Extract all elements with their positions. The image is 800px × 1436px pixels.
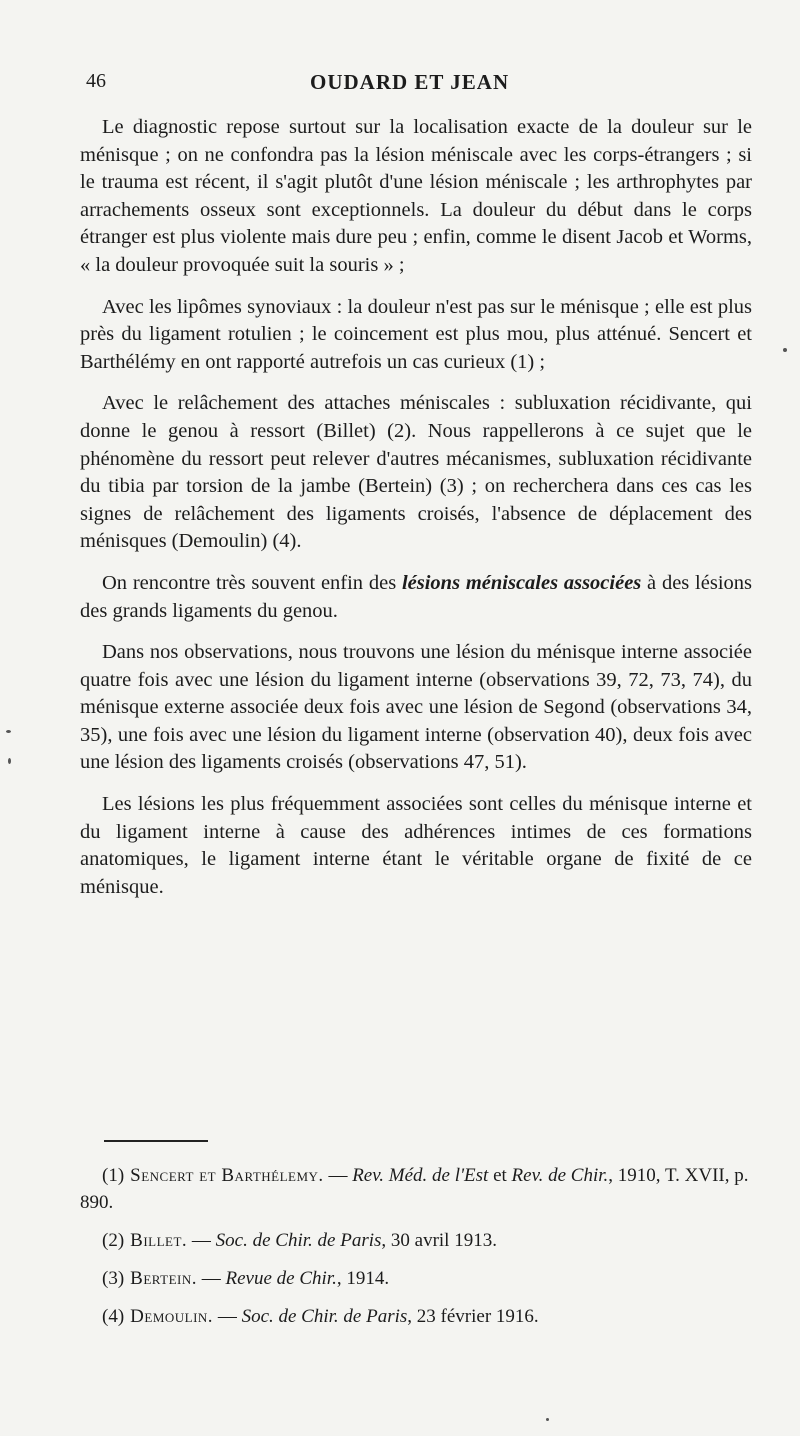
footnote-number: (3)	[102, 1268, 125, 1289]
paragraph-frequence: Les lésions les plus fréquemment associées sont celles du ménisque interne et du ligament interne à cause des adhérences intimes de ces formations anatomiques, le ligament interne étant le véritable organe de fixité de ce ménisque.	[80, 793, 752, 898]
footnote-number: (2)	[102, 1230, 125, 1251]
footnote-dash: —	[197, 1268, 226, 1289]
footnotes	[80, 1162, 752, 1341]
paragraph-text: On rencontre très souvent enfin des	[102, 571, 402, 594]
footnote-authors: Bertein.	[130, 1268, 198, 1289]
footnote-authors: Billet.	[130, 1230, 188, 1251]
footnote-connector: et	[488, 1165, 512, 1186]
footnote-number: (4)	[102, 1306, 125, 1327]
footnote-dash: —	[213, 1306, 242, 1327]
footnote-dash: —	[187, 1230, 216, 1251]
footnote-divider	[104, 1140, 208, 1142]
paragraph-relachement: Avec le relâchement des attaches méniscales : subluxation récidivante, qui donne le genou à ressort (Billet) (2). Nous rappellerons à ce sujet que le phénomène du ressort peut relever d'autres mécanismes, subluxation récidivante du tibia par torsion de la jambe (Bertein) (3) ; on recherchera dans ces cas les signes de relâchement des ligaments croisés, l'absence de déplacement des ménisques (Demoulin) (4).	[80, 392, 752, 553]
footnote-source: Revue de Chir.	[225, 1268, 337, 1289]
footnote-reference: , 23 février 1916.	[407, 1306, 539, 1327]
footnote-authors: Demoulin.	[130, 1306, 214, 1327]
paragraph-lipomes: Avec les lipômes synoviaux : la douleur n'est pas sur le ménisque ; elle est plus près du ligament rotulien ; le coincement est plus mou, plus atténué. Sencert et Barthélémy en ont rapporté autrefois un cas curieux (1) ;	[80, 295, 752, 373]
footnote-source: Rev. Méd. de l'Est	[352, 1165, 489, 1186]
paper-speck	[6, 730, 11, 733]
footnote-source: Soc. de Chir. de Paris	[241, 1306, 408, 1327]
paper-speck	[783, 348, 787, 352]
footnote-4	[80, 1303, 752, 1330]
footnote-number: (1)	[102, 1165, 125, 1186]
footnote-source-2: Rev. de Chir.	[511, 1165, 609, 1186]
paragraph-diagnostic: Le diagnostic repose surtout sur la localisation exacte de la douleur sur le ménisque ; on ne confondra pas la lésion méniscale avec les corps-étrangers ; si le trauma est récent, il s'agit plutôt d'une lésion méniscale ; les arthrophytes par arrachements osseux sont exceptionnels. La douleur du début dans le corps étranger est plus violente mais dure peu ; enfin, comme le disent Jacob et Worms, « la douleur provoquée suit la souris » ;	[80, 116, 752, 276]
footnote-source: Soc. de Chir. de Paris	[215, 1230, 382, 1251]
paper-speck	[8, 758, 11, 764]
footnote-reference: , 1914.	[336, 1268, 390, 1289]
footnote-reference: , 30 avril 1913.	[381, 1230, 497, 1251]
footnote-1	[80, 1162, 752, 1216]
running-title: OUDARD ET JEAN	[310, 70, 510, 94]
footnote-authors: Sencert et Barthélemy.	[130, 1165, 324, 1186]
page-number: 46	[86, 70, 106, 92]
footnote-3	[80, 1265, 752, 1292]
paragraph-observations: Dans nos observations, nous trouvons une lésion du ménisque interne associée quatre fois avec une lésion du ligament interne (observations 39, 72, 73, 74), du ménisque externe associée deux fois avec une lésion de Segond (observations 34, 35), une fois avec une lésion du ligament interne (observation 40), deux fois avec une lésion des ligaments croisés (observations 47, 51).	[80, 641, 752, 774]
paper-speck	[546, 1418, 549, 1421]
footnote-dash: —	[323, 1165, 353, 1186]
emphasized-term: lésions méniscales associées	[401, 571, 642, 594]
footnote-reference: , 1910, T. XVII, p. 890.	[80, 1165, 749, 1213]
paragraph-lesions-associees	[80, 570, 752, 625]
footnote-2	[80, 1227, 752, 1254]
body-text	[80, 114, 752, 915]
paragraph-text: à des lésions des grands ligaments du genou.	[80, 571, 752, 622]
page-header	[86, 70, 756, 100]
